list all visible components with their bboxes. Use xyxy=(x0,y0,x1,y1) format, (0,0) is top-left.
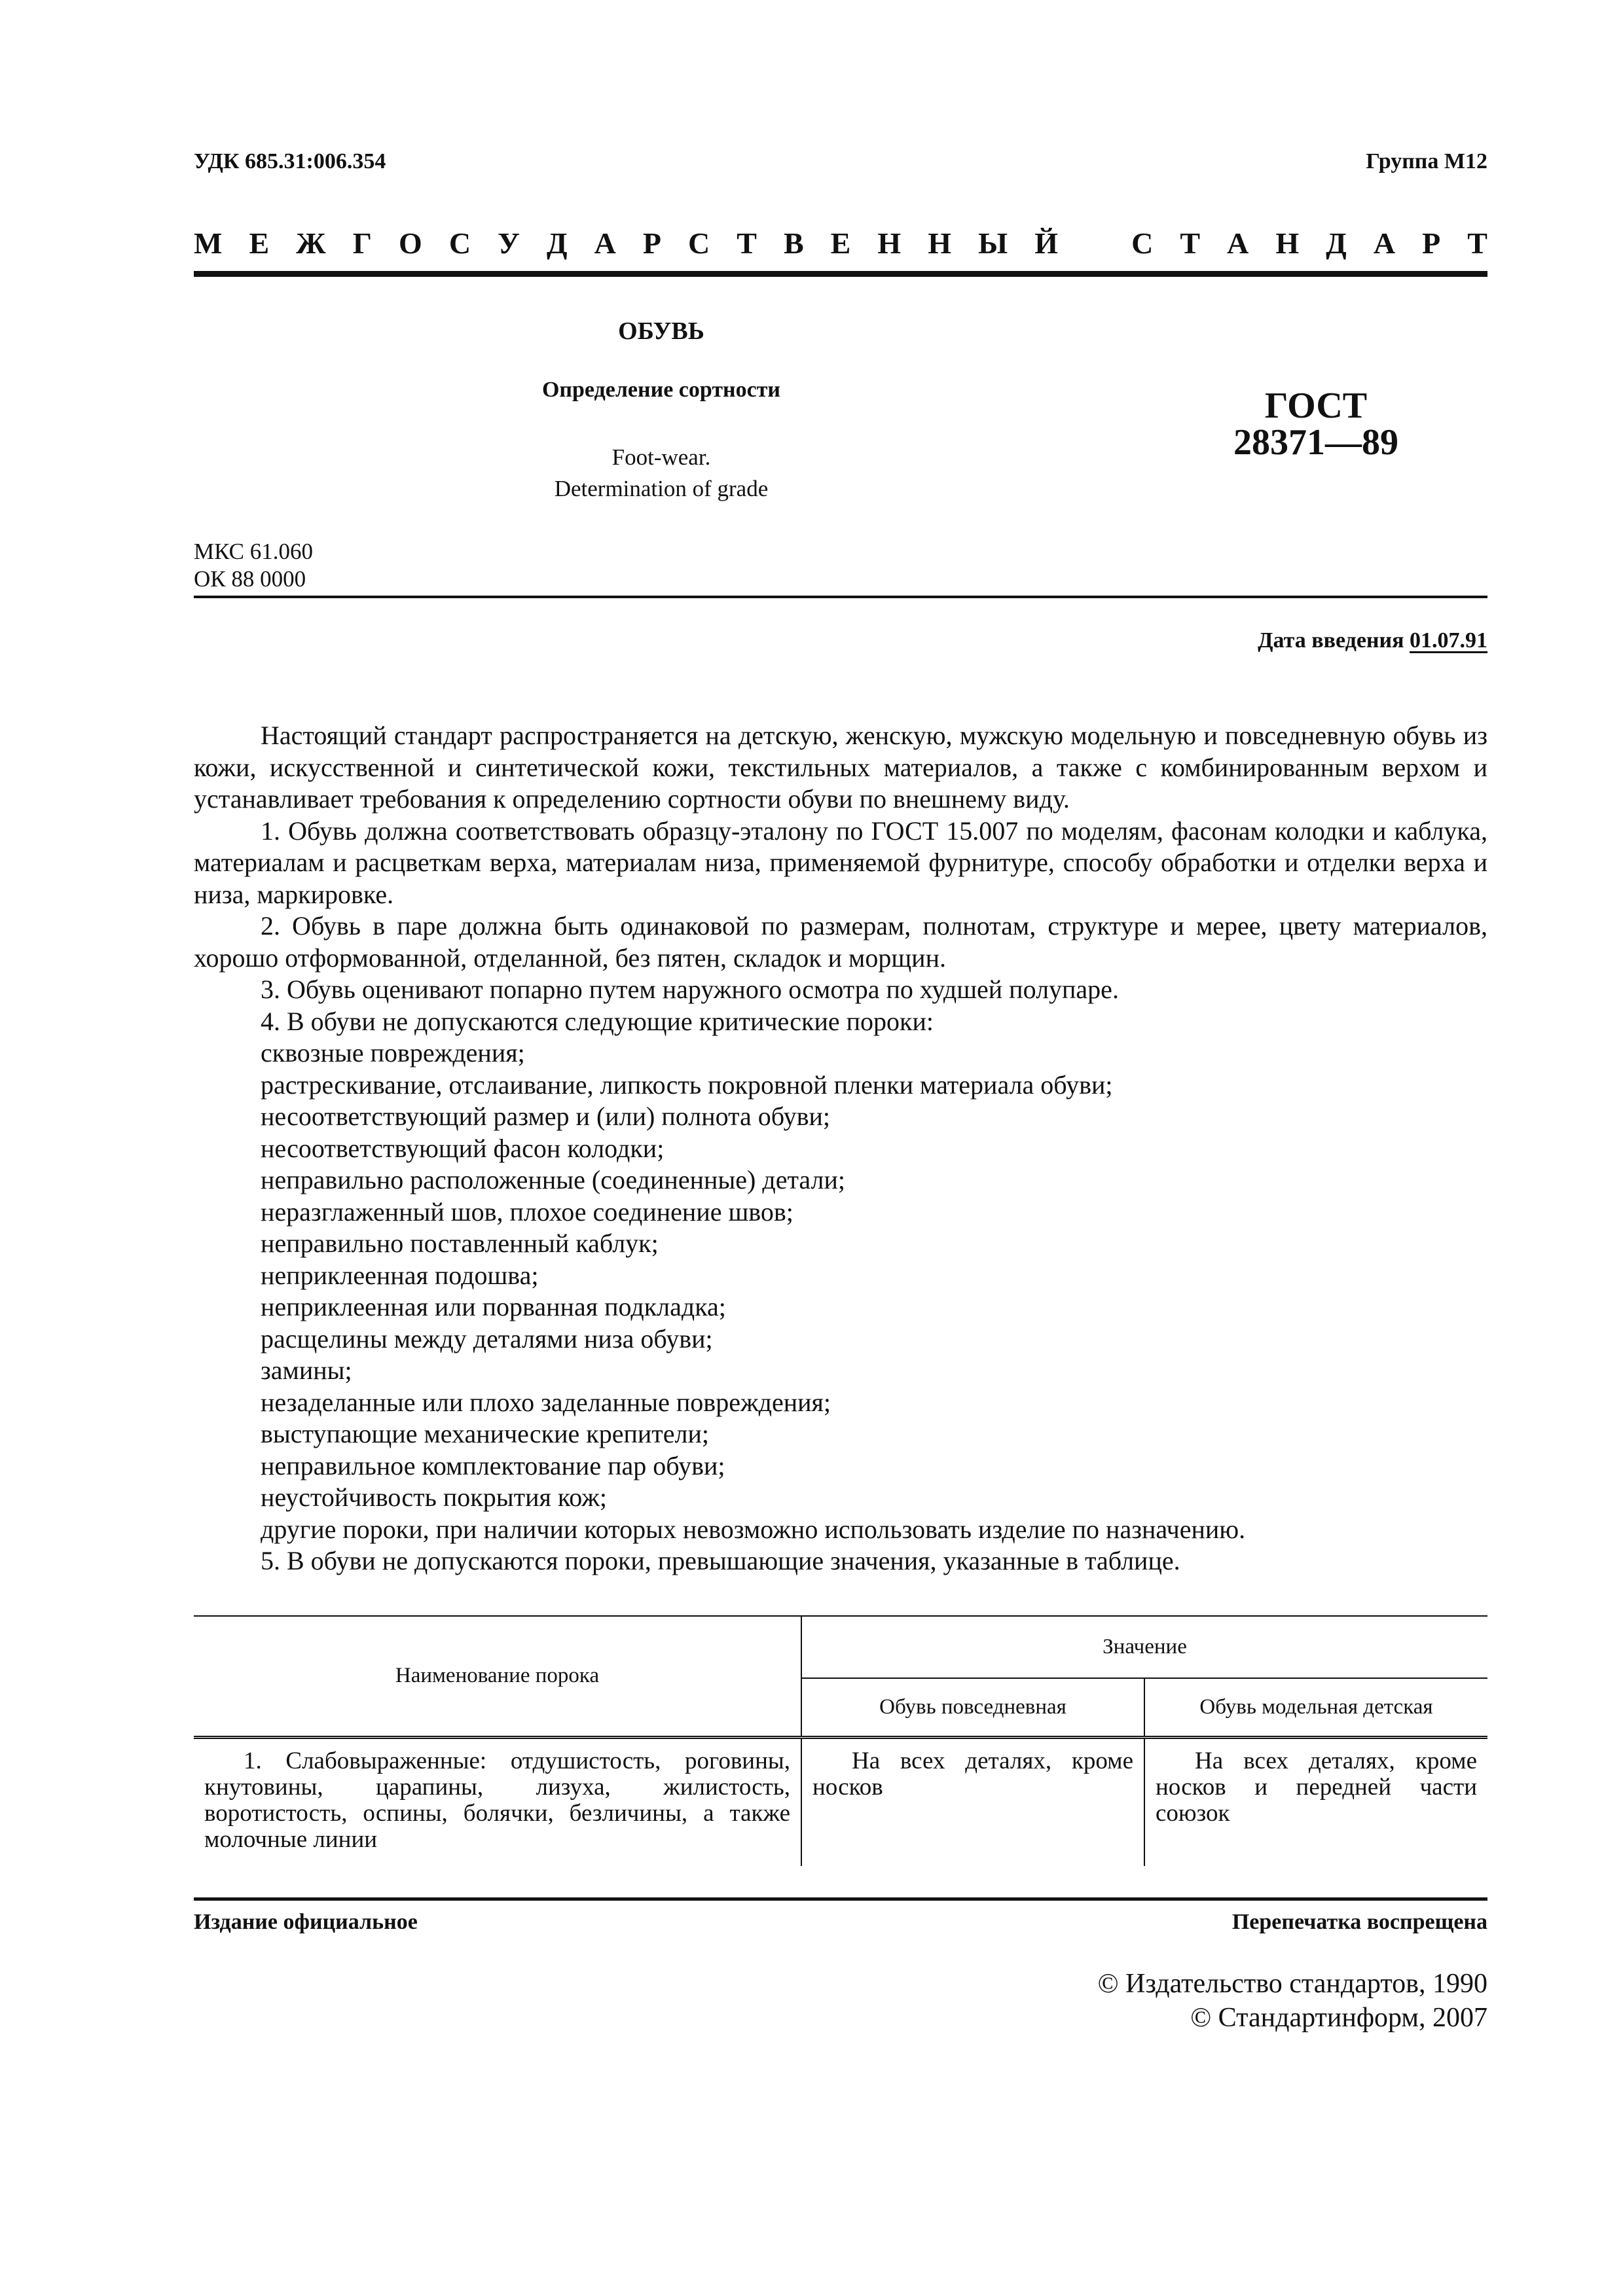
column-header-everyday: Обувь повседневная xyxy=(801,1678,1144,1737)
heading-letter: Е xyxy=(830,226,851,260)
defect-name-cell: 1. Слабовыраженные: отдушистость, роговины, кнутовины, царапины, лизуха, жилистость, воротистость, оспины, болячки, безличины, а также молочные линии xyxy=(194,1737,801,1866)
clause-5: 5. В обуви не допускаются пороки, превышающие значения, указанные в таблице. xyxy=(261,1546,1180,1575)
header-divider xyxy=(194,271,1487,277)
introduction-date xyxy=(1258,628,1487,653)
official-edition-note: Издание официальное xyxy=(194,1910,418,1934)
defects-table xyxy=(194,1615,1487,1866)
heading-letter: А xyxy=(1227,226,1249,260)
critical-defect-item: расщелины между деталями низа обуви; xyxy=(261,1323,713,1354)
footer-divider xyxy=(194,1897,1487,1901)
critical-defect-item: несоответствующий фасон колодки; xyxy=(261,1133,665,1163)
heading-letter: Ы xyxy=(978,226,1008,260)
document-title: ОБУВЬ xyxy=(618,317,704,345)
critical-defect-item: неправильное комплектование пар обуви; xyxy=(261,1450,725,1480)
heading-letter: Д xyxy=(546,226,568,260)
heading-letter: Р xyxy=(1422,226,1441,260)
classification-codes xyxy=(194,538,313,593)
heading-letter: Т xyxy=(1467,226,1487,260)
english-title xyxy=(194,442,1129,505)
column-header-defect-name: Наименование порока xyxy=(194,1616,801,1737)
heading-gap xyxy=(1085,226,1104,260)
heading-letter: С xyxy=(448,226,471,260)
heading-letter: В xyxy=(783,226,804,260)
gost-designation xyxy=(1142,387,1489,461)
heading-letter: Е xyxy=(249,226,270,260)
gost-number: 28371—89 xyxy=(1233,422,1398,463)
critical-defect-item: несоответствующий размер и (или) полнота обуви; xyxy=(261,1102,831,1131)
critical-defect-item: неприклеенная подошва; xyxy=(261,1260,539,1290)
critical-defect-item: сквозные повреждения; xyxy=(261,1038,525,1067)
critical-defect-item: неприклеенная или порванная подкладка; xyxy=(261,1292,726,1321)
heading-letter: Ж xyxy=(296,226,326,260)
critical-defect-item: выступающие механические крепители; xyxy=(261,1419,709,1448)
clause-4: 4. В обуви не допускаются следующие критические пороки: xyxy=(261,1006,934,1036)
heading-letter: У xyxy=(498,226,520,260)
heading-letter: А xyxy=(1373,226,1396,260)
critical-defect-item: неправильно расположенные (соединенные) детали; xyxy=(261,1165,846,1194)
column-header-model-kids: Обувь модельная детская xyxy=(1144,1678,1487,1737)
copyright-line-1: © Издательство стандартов, 1990 xyxy=(1097,1969,1487,1999)
critical-defect-item: растрескивание, отслаивание, липкость покровной пленки материала обуви; xyxy=(261,1069,1113,1100)
heading-letter: Д xyxy=(1326,226,1347,260)
copyright-line-2: © Стандартинформ, 2007 xyxy=(1190,2003,1487,2033)
clause-3: 3. Обувь оценивают попарно путем наружного осмотра по худшей полупаре. xyxy=(261,975,1119,1004)
critical-defect-item: другие пороки, при наличии которых невозможно использовать изделие по назначению. xyxy=(261,1514,1246,1544)
heading-letter: О xyxy=(399,226,422,260)
heading-letter: Т xyxy=(1180,226,1201,260)
intro-paragraph: Настоящий стандарт распространяется на детскую, женскую, мужскую модельную и повседневную обувь из кожи, искусственной и синтетической кожи, текстильных материалов, а также с комбинированным верхом и устанавливает требования к определению сортности обуви по внешнему виду. xyxy=(194,721,1487,814)
document-subtitle: Определение сортности xyxy=(541,378,781,402)
model-kids-value-cell: На всех деталях, кроме носков и передней части союзок xyxy=(1156,1747,1477,1827)
critical-defect-item: неправильно поставленный каблук; xyxy=(261,1229,659,1258)
critical-defect-item: неустойчивость покрытия кож; xyxy=(261,1482,608,1512)
clause-1: 1. Обувь должна соответствовать образцу-эталону по ГОСТ 15.007 по моделям, фасонам колодки и каблука, материалам и расцветкам верха, материалам низа, применяемой фурнитуре, способу обработки и отделки верха и низа, маркировке. xyxy=(194,816,1487,909)
introduction-date-value: 01.07.91 xyxy=(1410,628,1487,653)
group-code: Группа М12 xyxy=(1366,149,1487,173)
udk-code: УДК 685.31:006.354 xyxy=(194,149,386,173)
title-divider xyxy=(194,596,1487,598)
heading-letter: Т xyxy=(737,226,757,260)
document-body xyxy=(194,720,1487,1577)
ok-code: ОК 88 0000 xyxy=(194,566,306,592)
critical-defect-item: неразглаженный шов, плохое соединение швов; xyxy=(261,1196,793,1227)
heading-letter: А xyxy=(594,226,616,260)
heading-letter: Г xyxy=(352,226,372,260)
gost-label: ГОСТ xyxy=(1264,386,1368,426)
copyright-block xyxy=(1098,1967,1487,2035)
critical-defect-item: замины; xyxy=(261,1355,352,1385)
english-title-line2: Determination of grade xyxy=(554,476,769,501)
clause-2: 2. Обувь в паре должна быть одинаковой по размерам, полнотам, структуре и мерее, цвету материалов, хорошо отформованной, отделанной, без пятен, складок и морщин. xyxy=(194,911,1487,973)
heading-letter: Н xyxy=(877,226,902,260)
everyday-value-cell: На всех деталях, кроме носков xyxy=(801,1737,1144,1866)
heading-letter: Р xyxy=(642,226,661,260)
mks-code: МКС 61.060 xyxy=(194,539,313,564)
interstate-standard-heading xyxy=(194,226,1487,260)
column-header-value: Значение xyxy=(801,1616,1487,1678)
heading-letter: Й xyxy=(1034,226,1058,260)
heading-letter: Н xyxy=(928,226,951,260)
heading-letter: С xyxy=(1131,226,1154,260)
reprint-prohibited-note: Перепечатка воспрещена xyxy=(1231,1910,1487,1934)
heading-letter: Н xyxy=(1275,226,1300,260)
critical-defect-item: незаделанные или плохо заделанные повреждения; xyxy=(261,1387,831,1417)
heading-letter: М xyxy=(194,226,223,260)
english-title-line1: Foot-wear. xyxy=(611,444,711,470)
introduction-date-label: Дата введения xyxy=(1258,628,1410,653)
table-row xyxy=(194,1737,1487,1866)
heading-letter: С xyxy=(687,226,710,260)
